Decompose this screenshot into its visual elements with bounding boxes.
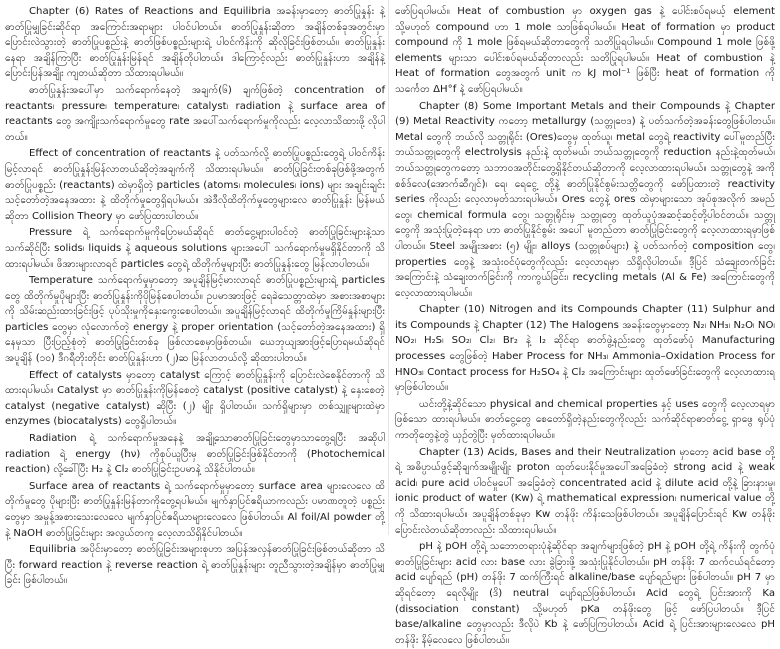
paragraph-pressure: Pressure ရဲ့ သက်ရောက်မှုကိုပြောမယ်ဆိုရင် ဓာတ်ငွေ့များပါဝင်တဲ့ ဓာတ်ပြုခြင်းများနဲ့သာ သက်ဆိုင်ပြီး solids၊ liquids နဲ့ aqueous solutions များအပေါ် သက်ရောက်မှုမရှိနိုင်တာကို သိထားရပါမယ်။ ဖိအားများလာရင် particles တွေရဲ့ ထိတိုက်မှုများပြီး ဓာတ်ပြုနှုန်းတွေ မြန်လာပါတယ်။ (5, 227, 389, 270)
right-column (395, 4, 779, 649)
paragraph-heat-of-combustion: ဖော်ပြရပါမယ်။ Heat of combustion မှာ oxygen gas နဲ့ ပေါင်းစပ်ရမယ့် element သို့မဟုတ် compound ဟာ 1 mole သာဖြစ်ရပါမယ်။ Heat of formation မှာ product compound ကို 1 mole ဖြစ်ရမယ်ဆိုတာတွေကို သတိပြုရပါမယ်။ Compound 1 mole ဖြစ်ဖို့ elements များသာ ပေါင်းစပ်ရမယ်ဆိုတာလည်း သတိပြုရပါမယ်။ Heat of combustion နဲ့ Heat of formation တွေအတွက် unit က kJ mol⁻¹ ဖြစ်ပြီး heat of formation ကို သင်္ကေတ ΔH°f နဲ့ ဖော်ပြရပါမယ်။ (395, 6, 779, 95)
left-column (5, 4, 389, 590)
paragraph-rate-factors: ဓာတ်ပြုနှုန်းအပေါ်မှာ သက်ရောက်နေတဲ့ အချက်(၆) ချက်ဖြစ်တဲ့ concentration of reactants၊ pressure၊ temperature၊ catalyst၊ radiation နဲ့ surface area of reactants တွေ အကျိုးသက်ရောက်မှုတွေ rate အပေါ်သက်ရောက်မှုကိုလည်း လေ့လာသိထားဖို့ လိုပါတယ်။ (5, 84, 389, 143)
paragraph-equilibria: Equilibria အပိုင်းမှာတော့ ဓာတ်ပြုခြင်းအများစုဟာ အပြန်အလှန်ဓာတ်ပြုခြင်းဖြစ်တယ်ဆိုတာ သိပြီး forward reaction နဲ့ reverse reaction ရဲ့ ဓာတ်ပြုနှုန်းများ တူညီသွားတဲ့အချိန်မှာ ဓာတ်ပြုမျှခြင်း ဖြစ်ပါတယ်။ (5, 544, 385, 587)
column-gutter (388, 0, 389, 535)
paragraph-chapter-6: Chapter (6) Rates of Reactions and Equilibria အခန်းမှာတော့ ဓာတ်ပြုနှုန်း နဲ့ ဓာတ်ပြုမျှခြင်းဆိုင်ရာ အကြောင်းအရာများ ပါဝင်ပါတယ်။ ဓာတ်ပြုနှုန်းဆိုတာ အချိန်တစ်ခုအတွင်းမှာ ပြောင်းလဲသွားတဲ့ ဓာတ်ပြုပစ္စည်းနဲ့ ဓာတ်ဖြစ်ပစ္စည်းများရဲ့ ပါဝင်ကိန်းကို ဆိုလိုခြင်းဖြစ်တယ်။ ဓာတ်ပြုနှုန်းနေရာ အချိန်ကြာပြီး ဓာတ်ပြုနှုန်းမြန်ရင် အချိန်တိုပါတယ်။ ဒါကြောင့်လည်း ဓာတ်ပြုနှုန်းဟာ အချိန်နဲ့ ပြောင်းပြန်အချိုး ကျတယ်ဆိုတာ သိထားရပါမယ်။ (5, 6, 389, 80)
paragraph-chapter-8-9: Chapter (8) Some Important Metals and their Compounds နဲ့ Chapter (9) Metal Reactivity ကတော့ metallurgy (သတ္တုဗေဒ) နဲ့ ပတ်သက်တဲ့အခန်းတွေဖြစ်ပါတယ်။ Metal တွေကို ဘယ်လို သတ္တုရိုင်း (Ores)တွေမှ ထုတ်ယူ၊ metal တွေရဲ့ reactivity ပေါ်မူတည်ပြီး ဘယ်သတ္တုတွေကို electrolysis နည်းနဲ့ ထုတ်မယ်၊ ဘယ်သတ္တုတွေကို reduction နည်းနဲ့ထုတ်မယ်၊ ဘယ်သတ္တုတွေကတော့ သဘာဝအတိုင်းတွေ့ရှိနိုင်တယ်ဆိုတာကို လေ့လာထားရပါမယ်။ သတ္တုတွေနဲ့ အကိုစစ်ဒ်လေ(အောက်ဆီဂျင်)၊ ရေ၊ ရေငွေ့ တို့နဲ့ ဓာတ်ပြုနိုင်စွမ်းသတ္တိတွေကို ဖော်ပြထားတဲ့ reactivity series ကိုလည်း လေ့လာမှတ်သားရပါမယ်။ Ores တွေနဲ့ ores ထဲမှာများသော အုပ်စုအလိုက် အမည်တွေ၊ chemical formula တွေ၊ သတ္တုရိုင်းမှ သတ္တုတွေ ထုတ်ယူပုံအဆင့်ဆင့်တို့ပါဝင်တယ်။ သတ္တုတွေကို အသုံးပြုတဲ့နေရာ ဟာ ဓာတ်ပြုနိုင်စွမ်း အပေါ် မူတည်တာ ဓာတ်ပြုခြင်းတွေကို လေ့လာထားရမှာဖြစ်ပါတယ်။ Steel အမျိုးအစား (၅) မျိုး၊ alloys (သတ္တုစပ်များ) နဲ့ ပတ်သက်တဲ့ composition တွေ၊ properties တွေနဲ့ အသုံးဝင်ပုံတွေကိုလည်း လေ့လာရမှာ သိရှိလိုပါတယ်။ ဒီ့ပြင် သံချေးတက်ခြင်းအကြောင်းနဲ့ သံချေးတက်ခြင်းကို ကာကွယ်ခြင်း၊ recycling metals (Al & Fe) အကြောင်းတွေကို လေ့လာထားရပါမယ်။ (395, 100, 779, 299)
paragraph-ph-poh: pH နဲ့ pOH တို့ရဲ့ သဘောတရားပုံနဲ့ဆိုင်ရာ အချက်များဖြစ်တဲ့ pH နဲ့ pOH တို့ရဲ့ ကိန်းကို တွက်ပုံ ဓာတ်ပြုခြင်းများ acid လား base လား ခွဲခြားဖို့ အသုံးပြုနိုင်ပါတယ်။ pH တန်ဖိုး 7 ထက်ငယ်ရင်တော့ acid ပျော်ရည် (pH) တန်ဖိုး 7 ထက်ကြီးရင် alkaline/base ပျော်ရည်များ ဖြစ်ပါတယ်။ pH 7 မှာဆိုရင်တော့ ရေလိုမျိုး (ဒိ) neutral ပျော်ရည်ဖြစ်ပါတယ်။ Acid တွေရဲ့ ပြင်းအားကို Ka (dissociation constant) သို့မဟုတ် pKa တန်ဖိုးတွေ ဖြင့် ဖော်ပြပါတယ်။ ဒီ့ပြင် base/alkaline တွေမှာလည်း ဒီလိုပဲ Kb နဲ့ ဖော်ပြကြပါတယ်။ Acid ရဲ့ ပြင်းအားများလေလေ pH တန်ဖိုး နိမ့်လေလေ ဖြစ်ပါတယ်။ (395, 541, 779, 646)
paragraph-chapter-10-12: Chapter (10) Nitrogen and its Compounds Chapter (11) Sulphur and its Compounds နဲ့ Chapter (12) The Halogens အခန်းတွေမှာတော့ N₂၊ NH₃၊ N₂O၊ NO၊ NO₂၊ H₂S၊ SO₂၊ Cl₂၊ Br₂ နဲ့ I₂ ဆိုင်ရာ ဓာတ်ဖွဲ့နည်းတွေ ထုတ်ဖော်ပုံ Manufacturing processes တွေဖြစ်တဲ့ Haber Process for NH₃၊ Ammonia–Oxidation Process for HNO₃၊ Contact process for H₂SO₄ နဲ့ Cl₂ အကြောင်းများ ထုတ်ဖော်ခြင်းတွေကို လေ့လာထားရမှာဖြစ်ပါတယ်။ (395, 304, 779, 394)
paragraph-chapter-13: Chapter (13) Acids, Bases and their Neutralization မှာတော့ acid base တို့ရဲ့ အဓိပ္ပာယ်ဖွင့်ဆိုချက်အမျိုးမျိုး proton ထုတ်ပေးနိုင်မှုအပေါ်အခြေခံတဲ့ strong acid နဲ့ weak acid၊ pure acid ပါဝင်မှုပေါ် အခြေခံတဲ့ concentrated acid နဲ့ dilute acid တို့နဲ့ ခြားနားမှု၊ ionic product of water (Kw) ရဲ့ mathematical expression၊ numerical value တို့ကို သိထားရပါမယ်။ အပူချိန်တစ်ခုမှာ Kw တန်ဖိုး ကိန်းသေဖြစ်ပါတယ်။ အပူချိန်ပြောင်းရင် Kw တန်ဖိုးပြောင်းလဲတယ်ဆိုတာလည်း သိထားရပါမယ်။ (395, 446, 779, 536)
paragraph-properties-uses: ယင်းတို့နဲ့ဆိုင်သော physical and chemical properties နှင့် uses တွေကို လေ့လာရမှာဖြစ်သော ထားရပါမယ်။ ဓာတ်ငွေ့တွေ စေတော်ရှိတဲ့နည်းတွေကိုလည်း သက်ဆိုင်ရာဓာတ်ငွေ့ ရှာဖွေ ရုပ်ပုံကာတိုတွေနဲ့တွဲ ယှဉ်တွဲပြီး မှတ်ထားရပါမယ်။ (395, 398, 775, 442)
paragraph-surface-area: Surface area of reactants ရဲ့ သက်ရောက်မှုမှာတော့ surface area များလေလေ ထိတိုက်မှုတွေ ပိုများပြီး ဓာတ်ပြုနှုန်းမြန်တာကိုတွေ့ရပါမယ်။ မျက်နှာပြင်ဧရိယာကလည်း ပမာဏတူတဲ့ ပစ္စည်းတွေမှာ အမှုန့်အစားသေးလေလေ မျက်နှာပြင်ဧရိယာများလေလေ ဖြစ်ပါတယ်။ Al foil/Al powder တို့နဲ့ NaOH ဓာတ်ပြုခြင်းများ အလွယ်တကူ လေ့လာသိရှိနိုင်ပါတယ်။ (5, 480, 385, 539)
paragraph-catalysts: Effect of catalysts မှာတော့ catalyst ကြောင့် ဓာတ်ပြုနှုန်းကို ပြောင်းလဲစေနိုင်တာကို သိထားရပါမယ်။ Catalyst မှာ ဓာတ်ပြုနှုန်းကိုမြန်စေတဲ့ catalyst (positive catalyst) နဲ့ နှေးစေတဲ့ catalyst (negative catalyst) ဆိုပြီး (၂) မျိုး ရှိပါတယ်။ သက်ရှိများမှာ တစ်သျှူးများထဲမှာ enzymes (biocatalysts) တွေရှိပါတယ်။ (5, 369, 389, 428)
paragraph-concentration: Effect of concentration of reactants နဲ့ ပတ်သက်လို့ ဓာတ်ပြုပစ္စည်းတွေရဲ့ ပါဝင်ကိန်းမြင့်လာရင် ဓာတ်ပြုနှုန်းမြန်လာတယ်ဆိုတဲ့အချက်ကို သိထားရပါမယ်။ ဓာတ်ပြုခြင်းတစ်ခုဖြစ်ဖို့အတွက် ဓာတ်ပြုပစ္စည်း (reactants) ထဲမှာရှိတဲ့ particles (atoms၊ molecules၊ ions) များ အချင်းချင်းသင့်တော်တဲ့အနေအထား နဲ့ ထိတိုက်မှုတွေရှိရပါမယ်။ အဲဒီလိုထိတိုက်မှုတွေများလေ ဓာတ်ပြုနှုန်း မြန်မယ်ဆိုတာ Collision Theory မှာ ဖော်ပြထားပါတယ်။ (5, 148, 389, 222)
paragraph-radiation: Radiation ရဲ့ သက်ရောက်မှုအနေနဲ့ အချို့သောဓာတ်ပြုခြင်းတွေမှာသာတွေ့ရပြီး အဆိုပါ radiation ရဲ့ energy (hν) ကိုစုပ်ယူပြီးမှ ဓာတ်ပြုခြင်းဖြစ်နိုင်တာကို (Photochemical reaction) လို့ခေါ်ပြီး H₂ နဲ့ Cl₂ ဓာတ်ပြုခြင်းဥပမာနဲ့ သိနိုင်ပါတယ်။ (5, 433, 389, 476)
paragraph-temperature: Temperature သက်ရောက်မှုမှာတော့ အပူချိန်မြင့်မားလာရင် ဓာတ်ပြုပစ္စည်းများရဲ့ particles တွေ ထိတိုက်မှုပိုများပြီး ဓာတ်ပြုနှုန်းကိုပိုမြန်စေပါတယ်။ ဥပမာအားဖြင့် ရေခဲသေတ္တာထဲမှာ အစားအစာများကို သိမ်းဆည်းထားခြင်းဖြင့် ပုပ်သိုးမှုကိုနှေးကွေးစေပါတယ်။ အပူချိန်မြင့်လာရင် ထိတိုက်မှုကြိမ်နှုန်းများပြီး particles တွေမှာ လုံလောက်တဲ့ energy နဲ့ proper orientation (သင့်တော်တဲ့အနေအထား) ရှိနေမှသာ ပြီးပြည့်စုံတဲ့ ဓာတ်ပြုခြင်းတစ်ခု ဖြစ်လာစေမှာဖြစ်တယ်။ ယေဘုယျအားဖြင့်ပြောရမယ်ဆိုရင် အပူချိန် (၁၀) ဒီဂရီတိုးတိုင်း ဓာတ်ပြုနှုန်းဟာ (၂)ဆ မြန်လာတယ်လို့ ဆိုထားပါတယ်။ (5, 275, 389, 365)
